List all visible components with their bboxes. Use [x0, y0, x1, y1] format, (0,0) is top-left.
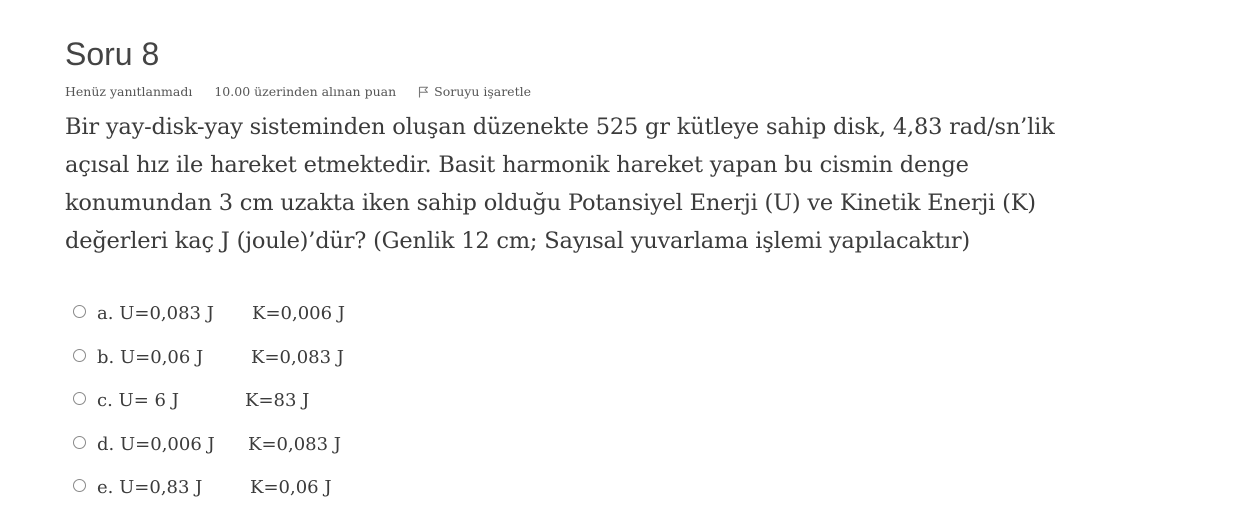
- answer-a-u-value: U=0,083 J: [119, 303, 214, 325]
- flag-question-label: Soruyu işaretle: [434, 84, 531, 99]
- answer-option-d[interactable]: [73, 423, 341, 467]
- answer-options: [73, 292, 345, 510]
- answer-option-e[interactable]: [73, 466, 332, 510]
- answer-option-a[interactable]: [73, 292, 345, 336]
- question-text: [65, 108, 1175, 260]
- answer-e-u-value: U=0,83 J: [119, 477, 203, 499]
- answer-d-u-value: U=0,006 J: [119, 433, 215, 455]
- question-text-line: Bir yay-disk-yay sisteminden oluşan düzenekte 525 gr kütleye sahip disk, 4,83 rad/sn’lik: [65, 114, 1055, 140]
- answer-e-k-value: K=0,06 J: [250, 477, 332, 499]
- answer-d-prefix: d.: [97, 433, 115, 455]
- question-text-line: değerleri kaç J (joule)’dür? (Genlik 12 cm; Sayısal yuvarlama işlemi yapılacaktır): [65, 228, 971, 254]
- answer-a-k-value: K=0,006 J: [252, 303, 345, 325]
- answer-e-prefix: e.: [97, 477, 114, 499]
- question-info: [65, 84, 531, 99]
- answer-option-c[interactable]: [73, 379, 310, 423]
- question-state: Henüz yanıtlanmadı: [65, 84, 193, 99]
- answer-d-radio[interactable]: [73, 436, 86, 449]
- answer-b-radio[interactable]: [73, 349, 86, 362]
- answer-a-radio[interactable]: [73, 305, 86, 318]
- question-grade: 10.00 üzerinden alınan puan: [214, 84, 397, 99]
- answer-e-radio[interactable]: [73, 479, 86, 492]
- answer-c-prefix: c.: [97, 390, 113, 412]
- answer-b-prefix: b.: [97, 346, 115, 368]
- answer-b-k-value: K=0,083 J: [251, 346, 344, 368]
- answer-b-u-value: U=0,06 J: [119, 346, 204, 368]
- answer-d-k-value: K=0,083 J: [248, 433, 341, 455]
- answer-c-radio[interactable]: [73, 392, 86, 405]
- flag-icon: [418, 86, 429, 98]
- question-text-line: açısal hız ile hareket etmektedir. Basit harmonik hareket yapan bu cismin denge: [65, 152, 969, 178]
- answer-option-b[interactable]: [73, 336, 344, 380]
- question-text-line: konumundan 3 cm uzakta iken sahip olduğu Potansiyel Enerji (U) ve Kinetik Enerji (K): [65, 190, 1036, 216]
- flag-question-link[interactable]: [418, 84, 531, 99]
- answer-c-k-value: K=83 J: [245, 390, 310, 412]
- answer-c-u-value: U= 6 J: [118, 390, 179, 412]
- answer-a-prefix: a.: [97, 303, 114, 325]
- question-title: Soru 8: [65, 36, 160, 72]
